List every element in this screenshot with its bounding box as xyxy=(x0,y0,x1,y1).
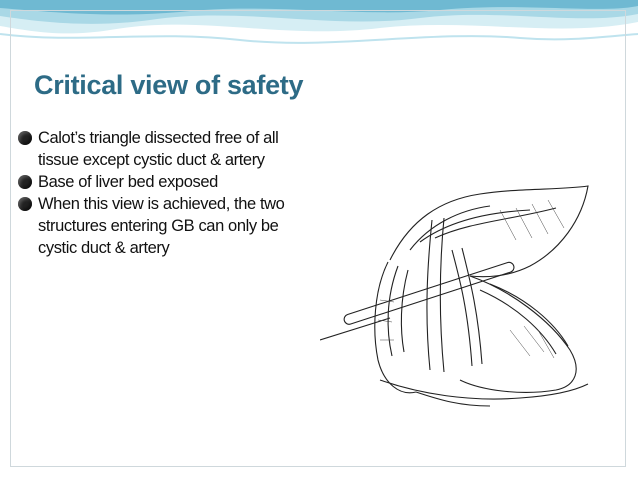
bullet-item xyxy=(18,171,318,193)
bullet-item xyxy=(18,193,318,259)
bullet-point-icon xyxy=(18,175,32,189)
bullet-item xyxy=(18,127,318,171)
surgical-line-drawing-icon xyxy=(320,180,602,412)
bullet-point-icon xyxy=(18,197,32,211)
bullet-list xyxy=(18,127,318,259)
bullet-text: Base of liver bed exposed xyxy=(38,173,218,191)
bullet-text: When this view is achieved, the two structures entering GB can only be cystic duct & artery xyxy=(38,195,285,257)
bullet-text: Calot’s triangle dissected free of all tissue except cystic duct & artery xyxy=(38,129,279,169)
slide-title: Critical view of safety xyxy=(34,70,304,100)
bullet-point-icon xyxy=(18,131,32,145)
